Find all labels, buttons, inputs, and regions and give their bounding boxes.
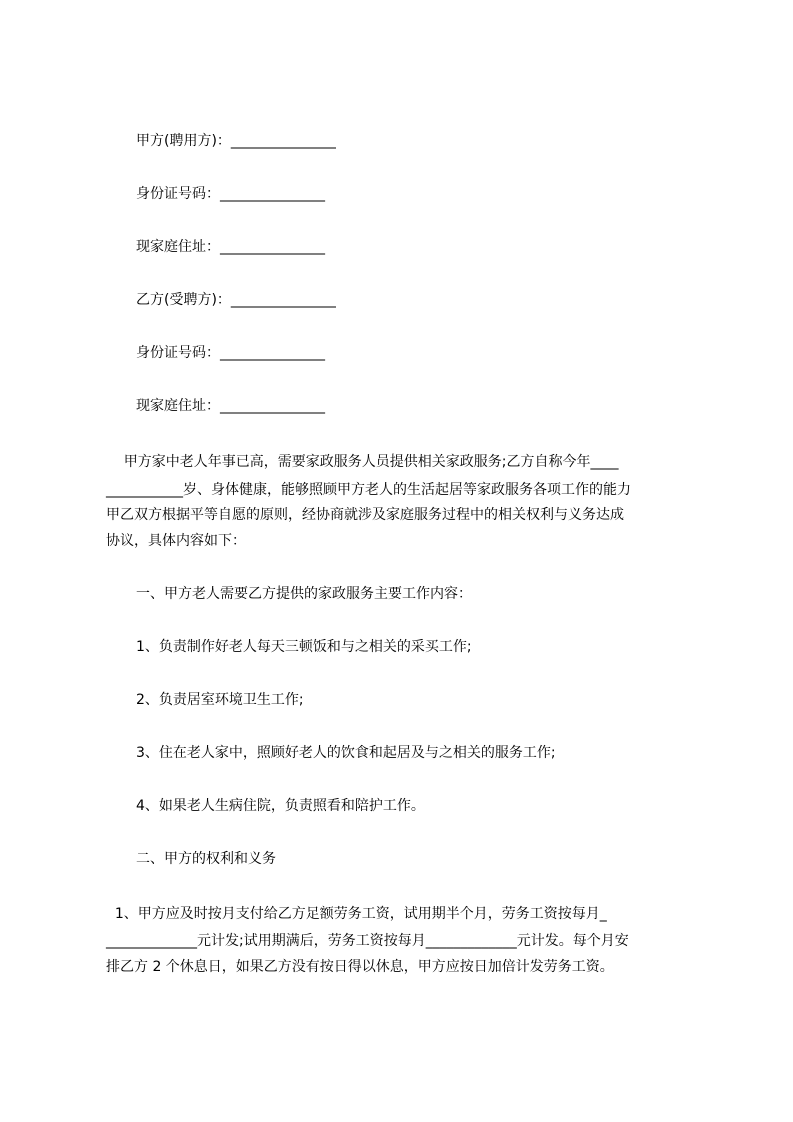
party-a-field: 甲方(聘用方)：_______________ xyxy=(136,133,336,149)
party-b-field: 乙方(受聘方)：_______________ xyxy=(136,292,336,308)
section-2-line: _____________元计发;试用期满后，劳务工资按每月_____________元计发。每个月安 xyxy=(106,933,629,949)
section-2-heading: 二、甲方的权利和义务 xyxy=(136,851,276,867)
party-a-id-field: 身份证号码：_______________ xyxy=(136,186,325,202)
section-2-line: 排乙方 2 个休息日，如果乙方没有按日得以休息，甲方应按日加倍计发劳务工资。 xyxy=(106,959,614,975)
section-1-heading: 一、甲方老人需要乙方提供的家政服务主要工作内容： xyxy=(136,586,472,602)
section-2-line: 1、甲方应及时按月支付给乙方足额劳务工资，试用期半个月，劳务工资按每月_ xyxy=(106,906,607,922)
intro-line: 甲乙双方根据平等自愿的原则，经协商就涉及家庭服务过程中的相关权利与义务达成 xyxy=(106,507,624,523)
intro-line: 甲方家中老人年事已高，需要家政服务人员提供相关家政服务;乙方自称今年____ xyxy=(106,454,619,470)
section-1-item: 3、住在老人家中，照顾好老人的饮食和起居及与之相关的服务工作; xyxy=(136,745,556,761)
intro-line: ___________岁、身体健康，能够照顾甲方老人的生活起居等家政服务各项工作的能力 xyxy=(106,482,631,498)
party-b-address-field: 现家庭住址：_______________ xyxy=(136,398,325,414)
section-1-item: 2、负责居室环境卫生工作; xyxy=(136,692,304,708)
section-1-item: 1、负责制作好老人每天三顿饭和与之相关的采买工作; xyxy=(136,639,472,655)
intro-line: 协议，具体内容如下： xyxy=(106,533,246,549)
section-1-item: 4、如果老人生病住院，负责照看和陪护工作。 xyxy=(136,798,425,814)
party-b-id-field: 身份证号码：_______________ xyxy=(136,345,325,361)
party-a-address-field: 现家庭住址：_______________ xyxy=(136,239,325,255)
